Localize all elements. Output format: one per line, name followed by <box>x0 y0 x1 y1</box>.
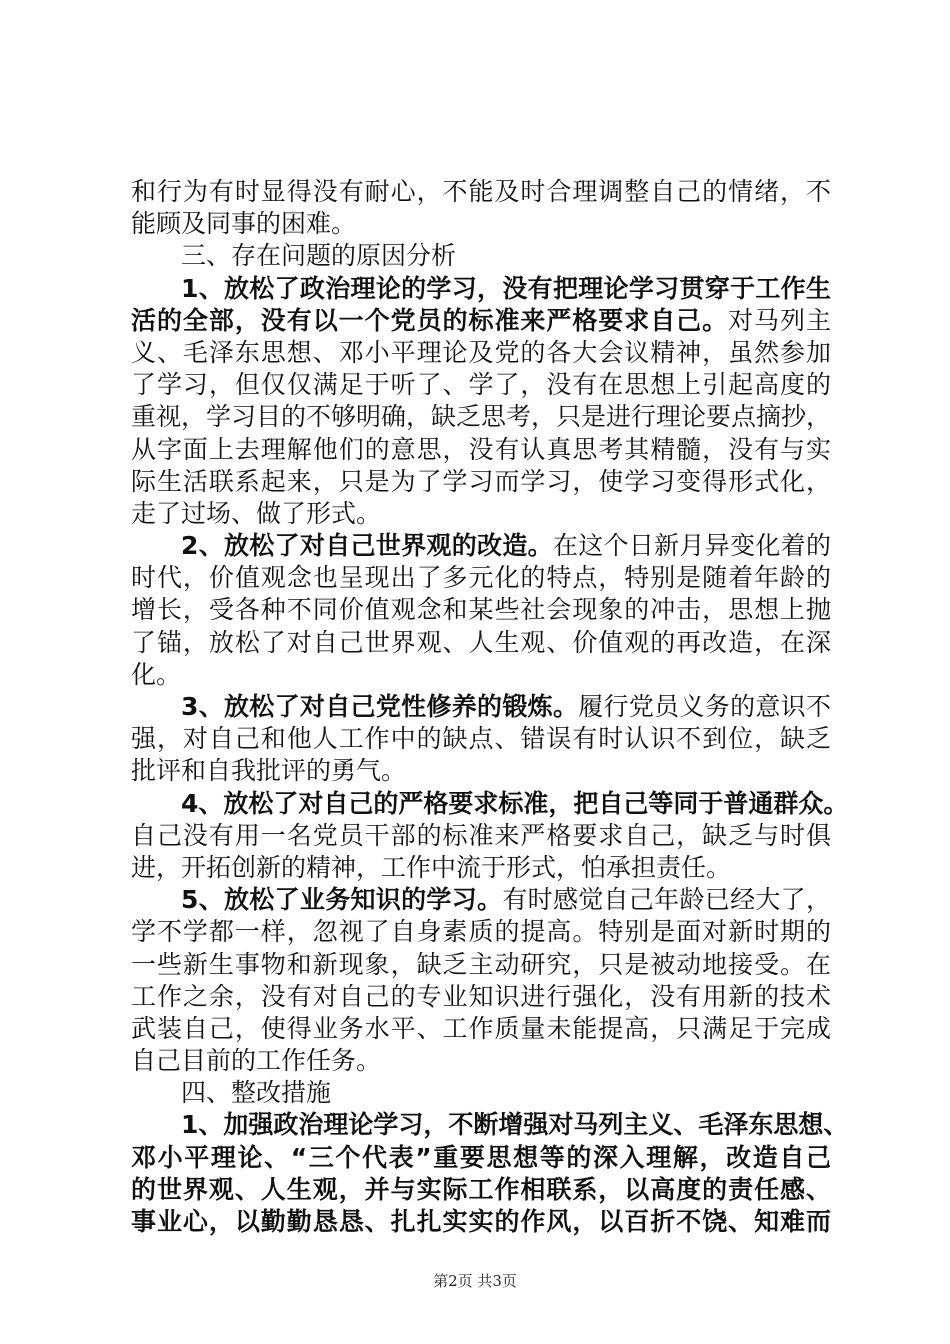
line-text: 了锚，放松了对自己世界观、人生观、价值观的再改造，在深 <box>131 627 831 657</box>
line-text: 进，开拓创新的精神，工作中流于形式，怕承担责任。 <box>131 852 732 882</box>
line-text: 了学习，但仅仅满足于听了、学了，没有在思想上引起高度的 <box>131 370 831 400</box>
line-text: 能顾及同事的困难。 <box>131 209 357 239</box>
paragraph-line <box>131 691 831 723</box>
paragraph-line <box>131 434 831 466</box>
paragraph-line <box>131 208 831 240</box>
paragraph-line <box>131 916 831 948</box>
paragraph-line <box>131 1045 831 1077</box>
line-text: 工作之余，没有对自己的专业知识进行强化，没有用新的技术 <box>131 981 831 1011</box>
paragraph-line <box>131 1142 831 1174</box>
paragraph-line <box>131 981 831 1013</box>
line-text: 增长，受各种不同价值观念和某些社会现象的冲击，思想上抛 <box>131 595 831 625</box>
line-text: 履行党员义务的意识不 <box>578 692 831 721</box>
line-text: 对马列主 <box>728 305 831 335</box>
paragraph-line <box>131 884 831 916</box>
bold-text: 5、放松了业务知识的学习。 <box>181 885 503 915</box>
line-text: 一些新生事物和新现象，缺乏主动研究，只是被动地接受。在 <box>131 949 831 979</box>
line-text: 自己没有用一名党员干部的标准来严格要求自己，缺乏与时俱 <box>131 820 831 850</box>
section-heading <box>131 1077 831 1109</box>
paragraph-line <box>131 627 831 659</box>
line-text: 武装自己，使得业务水平、工作质量未能提高，只满足于完成 <box>131 1013 831 1043</box>
paragraph-line <box>131 369 831 401</box>
document-body <box>131 176 849 1238</box>
bold-text: 2、放松了对自己世界观的改造。 <box>181 531 553 561</box>
paragraph-line <box>131 949 831 981</box>
paragraph-line <box>131 1206 831 1238</box>
heading-text: 四、整改措施 <box>181 1078 332 1108</box>
page-footer <box>0 1270 950 1291</box>
paragraph-line <box>131 1109 849 1141</box>
line-text: 义、毛泽东思想、邓小平理论及党的各大会议精神，虽然参加 <box>131 337 831 367</box>
paragraph-line <box>131 305 831 337</box>
paragraph-line <box>131 530 831 562</box>
paragraph-line <box>131 755 831 787</box>
line-text: 自己目前的工作任务。 <box>131 1046 382 1076</box>
page-indicator: 第2页 共3页 <box>433 1272 517 1290</box>
paragraph-line <box>131 466 831 498</box>
paragraph-line <box>131 1013 831 1045</box>
line-text: 在这个日新月异变化着的 <box>552 531 831 561</box>
paragraph-line <box>131 273 831 305</box>
line-text: 和行为有时显得没有耐心，不能及时合理调整自己的情绪，不 <box>131 177 831 206</box>
paragraph-line <box>131 176 831 208</box>
bold-text: 4、放松了对自己的严格要求标准，把自己等同于普通群众。 <box>181 788 849 818</box>
bold-text: 1、加强政治理论学习，不断增强对马列主义、毛泽东思想、 <box>181 1110 849 1140</box>
bold-text: 1、放松了政治理论的学习，没有把理论学习贯穿于工作生 <box>181 273 831 303</box>
line-text: 时代，价值观念也呈现出了多元化的特点，特别是随着年龄的 <box>131 563 831 593</box>
paragraph-line <box>131 337 831 369</box>
paragraph-line <box>131 723 831 755</box>
paragraph-line <box>131 852 831 884</box>
bold-text: 邓小平理论、“三个代表”重要思想等的深入理解，改造自己 <box>131 1142 831 1172</box>
paragraph-line <box>131 788 849 820</box>
heading-text: 三、存在问题的原因分析 <box>181 241 457 271</box>
line-text: 化。 <box>131 659 182 689</box>
paragraph-line <box>131 594 831 626</box>
paragraph-line <box>131 1174 831 1206</box>
bold-text: 3、放松了对自己党性修养的锻炼。 <box>181 692 579 721</box>
line-text: 走了过场、做了形式。 <box>131 498 382 528</box>
section-heading <box>131 240 831 272</box>
line-text: 际生活联系起来，只是为了学习而学习，使学习变得形式化， <box>131 466 831 496</box>
line-text: 有时感觉自己年龄已经大了， <box>502 885 831 915</box>
bold-text: 的世界观、人生观，并与实际工作相联系，以高度的责任感、 <box>131 1174 831 1204</box>
line-text: 重视，学习目的不够明确，缺乏思考，只是进行理论要点摘抄， <box>131 402 832 432</box>
line-text: 学不学都一样，忽视了自身素质的提高。特别是面对新时期的 <box>131 917 831 947</box>
paragraph-line <box>131 820 831 852</box>
paragraph-line <box>131 659 831 691</box>
paragraph-line <box>131 401 831 433</box>
paragraph-line <box>131 498 831 530</box>
bold-text: 事业心，以勤勤恳恳、扎扎实实的作风，以百折不饶、知难而 <box>131 1207 831 1236</box>
line-text: 从字面上去理解他们的意思，没有认真思考其精髓，没有与实 <box>131 434 831 464</box>
bold-text: 活的全部，没有以一个党员的标准来严格要求自己。 <box>131 305 729 335</box>
line-text: 批评和自我批评的勇气。 <box>131 756 407 786</box>
line-text: 强，对自己和他人工作中的缺点、错误有时认识不到位，缺乏 <box>131 724 831 754</box>
paragraph-line <box>131 562 831 594</box>
